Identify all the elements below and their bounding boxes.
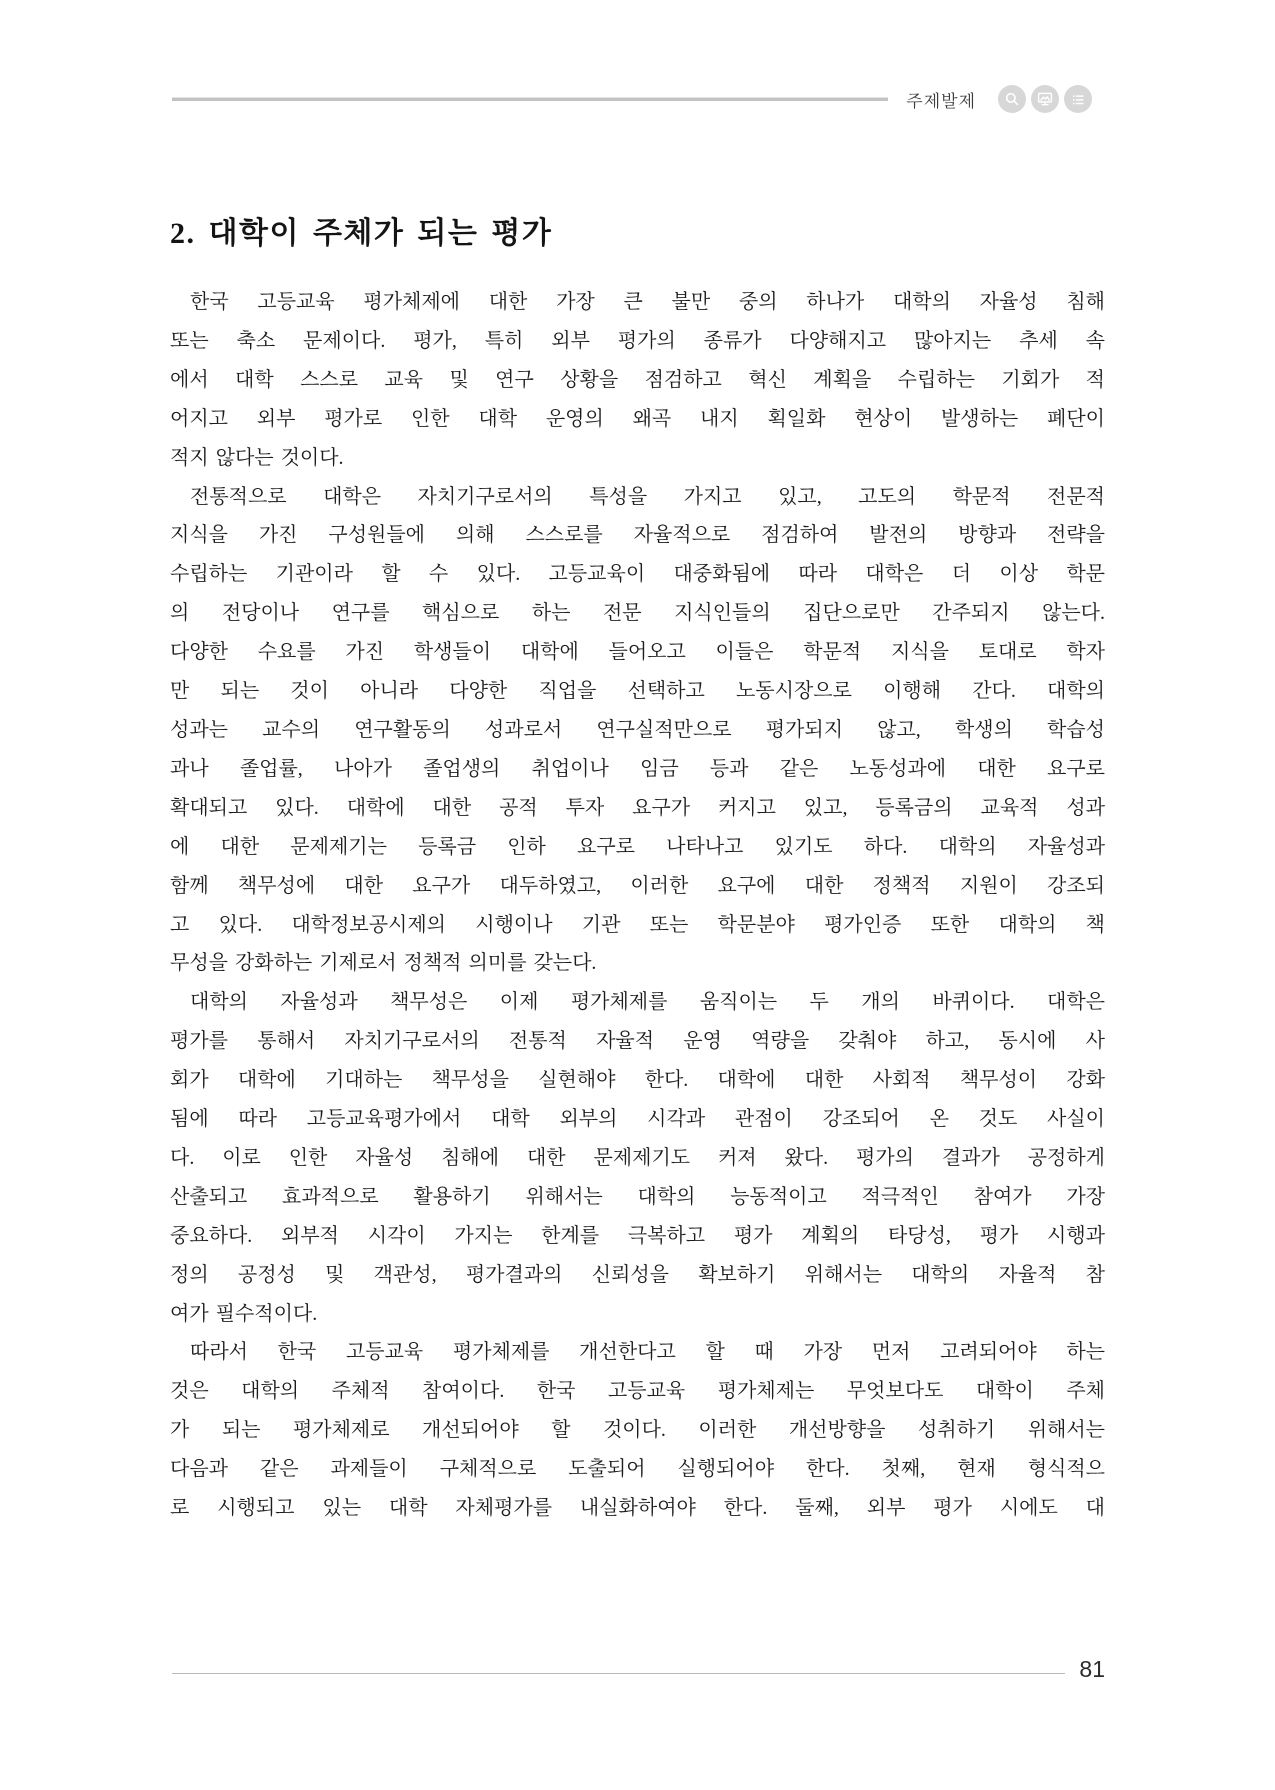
text-line: 따라서 한국 고등교육 평가체제를 개선한다고 할 때 가장 먼저 고려되어야 하는 — [190, 1341, 1105, 1364]
text-line: 여가 필수적이다. — [170, 1302, 318, 1325]
text-line: 평가를 통해서 자치기구로서의 전통적 자율적 운영 역량을 갖춰야 하고, 동시에 사 — [170, 1030, 1105, 1053]
paragraph — [170, 283, 1105, 478]
header-rule — [172, 97, 888, 101]
page-footer — [172, 1658, 1105, 1681]
header-icons — [998, 85, 1092, 113]
text-line: 고 있다. 대학정보공시제의 시행이나 기관 또는 학문분야 평가인증 또한 대학의 책 — [170, 913, 1105, 936]
text-line: 가 되는 평가체제로 개선되어야 할 것이다. 이러한 개선방향을 성취하기 위해서는 — [170, 1419, 1105, 1442]
text-line: 지식을 가진 구성원들에 의해 스스로를 자율적으로 점검하여 발전의 방향과 전략을 — [170, 524, 1105, 547]
text-line: 됨에 따라 고등교육평가에서 대학 외부의 시각과 관점이 강조되어 온 것도 사실이 — [170, 1108, 1105, 1131]
text-line: 과나 졸업률, 나아가 졸업생의 취업이나 임금 등과 같은 노동성과에 대한 요구로 — [170, 757, 1105, 780]
search-icon[interactable] — [998, 85, 1026, 113]
running-head-label: 주제발제 — [906, 91, 976, 111]
text-line: 성과는 교수의 연구활동의 성과로서 연구실적만으로 평가되지 않고, 학생의 학습성 — [170, 718, 1105, 741]
page-number: 81 — [1079, 1656, 1105, 1682]
text-line: 회가 대학에 기대하는 책무성을 실현해야 한다. 대학에 대한 사회적 책무성이 강화 — [170, 1069, 1105, 1092]
section-title: 2. 대학이 주체가 되는 평가 — [170, 217, 553, 251]
paragraph — [170, 1333, 1105, 1528]
text-line: 확대되고 있다. 대학에 대한 공적 투자 요구가 커지고 있고, 등록금의 교육적 성과 — [170, 796, 1105, 819]
text-line: 산출되고 효과적으로 활용하기 위해서는 대학의 능동적이고 적극적인 참여가 가장 — [170, 1185, 1105, 1208]
text-line: 에 대한 문제제기는 등록금 인하 요구로 나타나고 있기도 하다. 대학의 자율성과 — [170, 835, 1105, 858]
text-line: 것은 대학의 주체적 참여이다. 한국 고등교육 평가체제는 무엇보다도 대학이 주체 — [170, 1380, 1105, 1403]
paragraph — [170, 983, 1105, 1333]
text-line: 에서 대학 스스로 교육 및 연구 상황을 점검하고 혁신 계획을 수립하는 기회가 적 — [170, 368, 1105, 391]
text-line: 수립하는 기관이라 할 수 있다. 고등교육이 대중화됨에 따라 대학은 더 이상 학문 — [170, 563, 1105, 586]
list-icon[interactable] — [1064, 85, 1092, 113]
text-line: 함께 책무성에 대한 요구가 대두하였고, 이러한 요구에 대한 정책적 지원이 강조되 — [170, 874, 1105, 897]
text-line: 또는 축소 문제이다. 평가, 특히 외부 평가의 종류가 다양해지고 많아지는 추세 속 — [170, 329, 1105, 352]
text-line: 어지고 외부 평가로 인한 대학 운영의 왜곡 내지 획일화 현상이 발생하는 폐단이 — [170, 407, 1105, 430]
text-line: 전통적으로 대학은 자치기구로서의 특성을 가지고 있고, 고도의 학문적 전문적 — [190, 485, 1105, 508]
text-line: 정의 공정성 및 객관성, 평가결과의 신뢰성을 확보하기 위해서는 대학의 자율적 참 — [170, 1263, 1105, 1286]
text-line: 다음과 같은 과제들이 구체적으로 도출되어 실행되어야 한다. 첫째, 현재 형식적으 — [170, 1458, 1105, 1481]
page-header — [172, 84, 1092, 114]
text-line: 한국 고등교육 평가체제에 대한 가장 큰 불만 중의 하나가 대학의 자율성 침해 — [190, 291, 1105, 313]
footer-rule — [172, 1673, 1065, 1674]
text-line: 만 되는 것이 아니라 다양한 직업을 선택하고 노동시장으로 이행해 간다. 대학의 — [170, 680, 1105, 703]
text-line: 대학의 자율성과 책무성은 이제 평가체제를 움직이는 두 개의 바퀴이다. 대학은 — [190, 991, 1105, 1014]
text-line: 다. 이로 인한 자율성 침해에 대한 문제제기도 커져 왔다. 평가의 결과가 공정하게 — [170, 1146, 1105, 1169]
text-line: 로 시행되고 있는 대학 자체평가를 내실화하여야 한다. 둘째, 외부 평가 시에도 대 — [170, 1497, 1105, 1520]
text-line: 의 전당이나 연구를 핵심으로 하는 전문 지식인들의 집단으로만 간주되지 않는다. — [170, 602, 1105, 625]
screen-icon[interactable] — [1031, 85, 1059, 113]
text-line: 중요하다. 외부적 시각이 가지는 한계를 극복하고 평가 계획의 타당성, 평가 시행과 — [170, 1224, 1105, 1247]
article-body — [170, 283, 1105, 1528]
text-line: 무성을 강화하는 기제로서 정책적 의미를 갖는다. — [170, 952, 597, 975]
paragraph — [170, 478, 1105, 984]
text-line: 다양한 수요를 가진 학생들이 대학에 들어오고 이들은 학문적 지식을 토대로 학자 — [170, 641, 1105, 664]
text-line: 적지 않다는 것이다. — [170, 446, 344, 469]
